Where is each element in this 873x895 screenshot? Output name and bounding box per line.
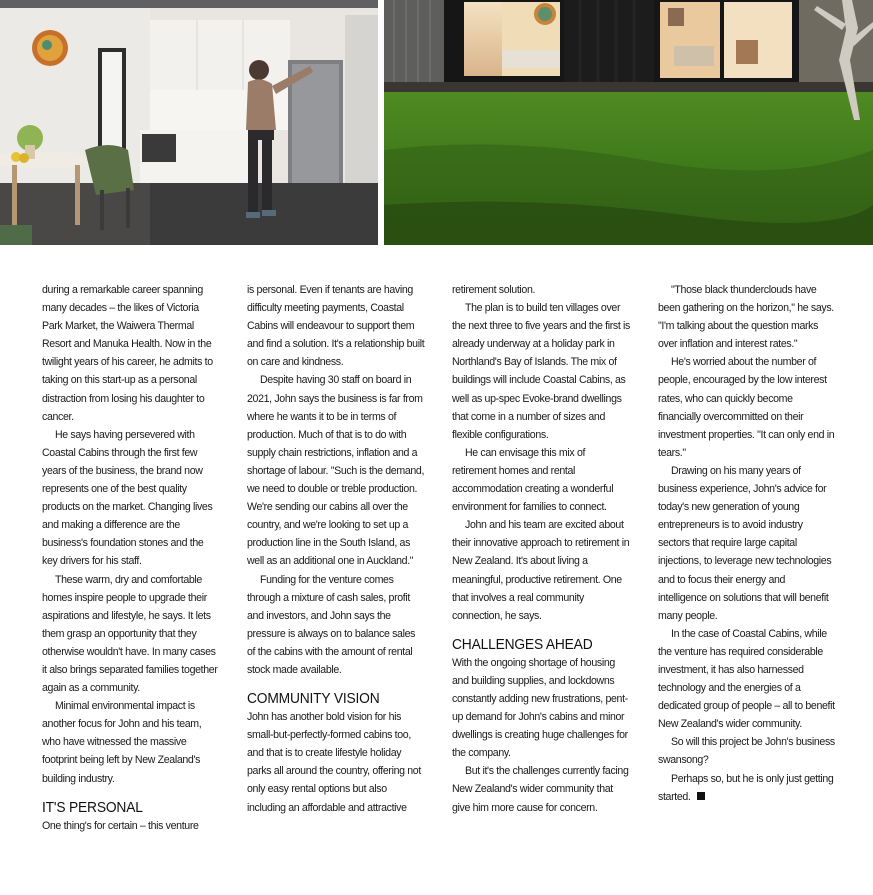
kitchen-photo bbox=[0, 0, 378, 245]
article-column-4 bbox=[658, 281, 836, 806]
section-heading-its-personal: IT'S PERSONAL bbox=[42, 798, 143, 816]
paragraph: These warm, dry and comfortable homes inspire people to upgrade their aspirations and lifestyle, he says. It lets them grasp an opportunity that they otherwise wouldn't have. In many cases it also brings separated families together again as a community. bbox=[42, 573, 218, 695]
paragraph: John has another bold vision for his small-but-perfectly-formed cabins too, and that is to create lifestyle holiday parks all around the country, offering not only easy rental options but also including an affordable and attractive bbox=[247, 711, 421, 814]
paragraph: He can envisage this mix of retirement homes and rental accommodation creating a wonderful environment for families to connect. bbox=[452, 446, 614, 514]
paragraph: is personal. Even if tenants are having difficulty meeting payments, Coastal Cabins will endeavour to support them and find a solution. It's a relationship built on care and kindness. bbox=[247, 284, 425, 369]
paragraph: So will this project be John's business swansong? bbox=[658, 736, 835, 767]
cabin-photo bbox=[384, 0, 873, 245]
section-heading-challenges-ahead: CHALLENGES AHEAD bbox=[452, 635, 593, 653]
paragraph: "Those black thunderclouds have been gathering on the horizon," he says. "I'm talking about the question marks over inflation and interest rates." bbox=[658, 284, 834, 351]
paragraph: He's worried about the number of people, encouraged by the low interest rates, who can quickly become financially overcommitted on their investment properties. "It can only end in tears." bbox=[658, 356, 835, 459]
paragraph: But it's the challenges currently facing New Zealand's wider community that give him more cause for concern. bbox=[452, 765, 629, 814]
paragraph: Funding for the venture comes through a mixture of cash sales, profit and investors, and John says the pressure is always on to balance sales of the cabins with the amount of rental stock made available. bbox=[247, 573, 416, 676]
end-of-article-mark bbox=[697, 792, 705, 800]
paragraph: Despite having 30 staff on board in 2021, John says the business is far from where he wants it to be in terms of production. Much of that is to do with supply chain restrictions, inflation and a shortage of labour. "Such is the demand, we need to double or treble production. We're sending our cabins all over the country, and we're looking to set up a production line in the South Island, as well as an additional one in Auckland." bbox=[247, 374, 425, 568]
article-column-3 bbox=[452, 281, 630, 817]
article-column-2 bbox=[247, 281, 425, 817]
paragraph: Drawing on his many years of business experience, John's advice for today's new generation of young entrepreneurs is to avoid industry sectors that require large capital injections, to leverage new technologies and to focus their energy and intelligence on solutions that will benefit many people. bbox=[658, 464, 832, 622]
paragraph-final bbox=[658, 770, 836, 806]
paragraph: retirement solution. bbox=[452, 284, 536, 296]
paragraph: With the ongoing shortage of housing and building supplies, and lockdowns constantly adding new frustrations, pent-up demand for John's cabins and minor dwellings is creating huge challenges for the company. bbox=[452, 656, 628, 760]
paragraph: John and his team are excited about their innovative approach to retirement in New Zealand. It's about living a meaningful, productive retirement. One that involves a real community connection, he says. bbox=[452, 519, 630, 622]
paragraph: The plan is to build ten villages over the next three to five years and the first is already underway at a holiday park in Northland's Bay of Islands. The mix of buildings will include Coastal Cabins, as well as up-spec Evoke-brand dwellings that come in a number of sizes and flexible configurations. bbox=[452, 302, 630, 441]
paragraph: Minimal environmental impact is another focus for John and his team, who have witnessed the massive footprint being left by New Zealand's building industry. bbox=[42, 700, 202, 785]
paragraph: during a remarkable career spanning many decades – the likes of Victoria Park Market, the Waiwera Thermal Resort and Manuka Health. Now in the twilight years of his career, he admits to taking on this start-up as a personal distraction from losing his daughter to cancer. bbox=[42, 284, 213, 423]
paragraph: He says having persevered with Coastal Cabins through the first few years of the business, the brand now represents one of the best quality products on the market. Changing lives and making a difference are the business's foundation stones and the key drivers for his staff. bbox=[42, 428, 213, 568]
section-heading-community-vision: COMMUNITY VISION bbox=[247, 690, 380, 708]
article-column-1 bbox=[42, 281, 220, 835]
paragraph: One thing's for certain – this venture bbox=[42, 819, 199, 832]
paragraph-final-text: Perhaps so, but he is only just getting started. bbox=[658, 772, 834, 803]
paragraph: In the case of Coastal Cabins, while the venture has required considerable investment, it has also harnessed technology and the energies of a dedicated group of people – all to benefit New Zealand's wider community. bbox=[658, 627, 835, 731]
